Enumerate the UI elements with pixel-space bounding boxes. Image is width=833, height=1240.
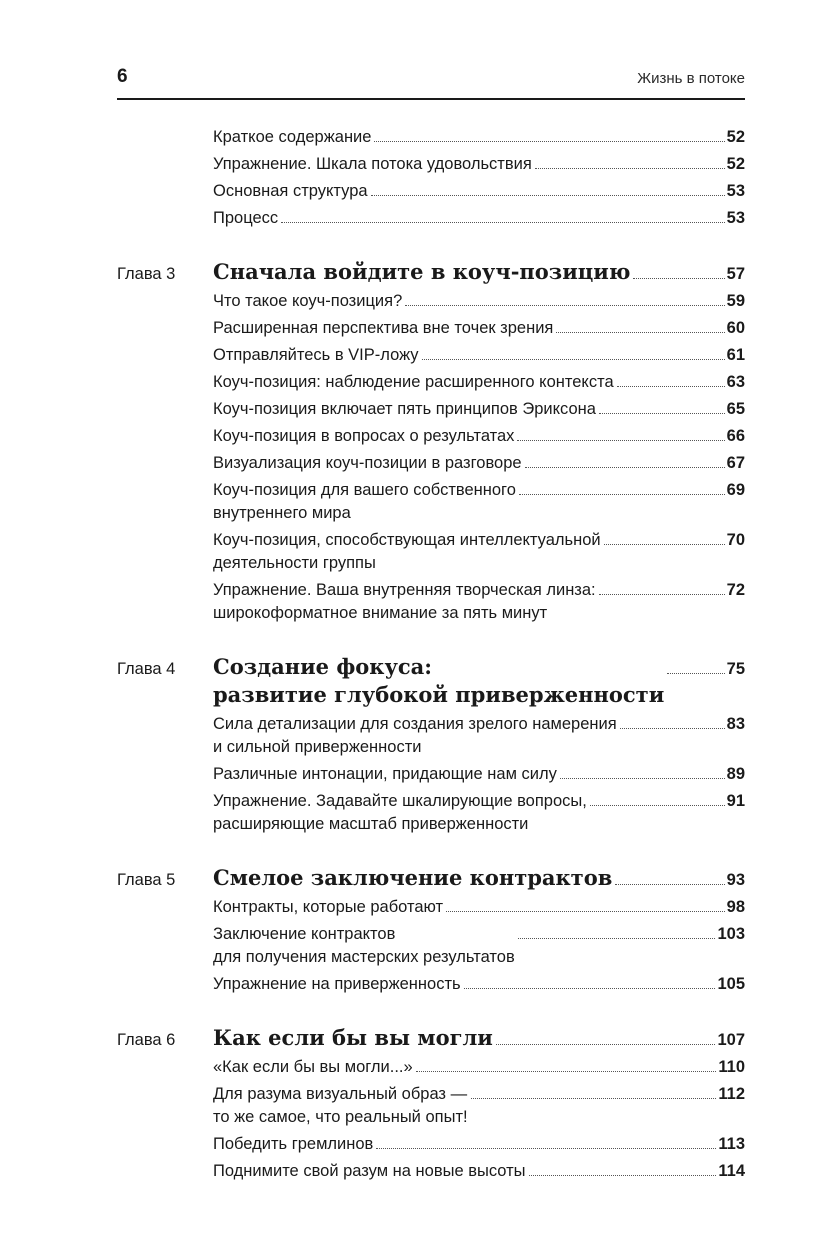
chapter-entries (117, 896, 745, 996)
toc-entry-title: Коуч-позиция включает пять принципов Эриксона (213, 400, 596, 418)
toc-entry[interactable] (213, 180, 745, 203)
toc-entry[interactable] (213, 973, 745, 996)
toc-entry-title: Победить гремлинов (213, 1135, 374, 1153)
toc-entry-title: Для разума визуальный образ — то же самое, что реальный опыт! (213, 1085, 468, 1126)
toc-entry[interactable] (213, 790, 745, 836)
dot-leader (617, 386, 725, 387)
toc-entry-page: 53 (726, 182, 745, 200)
toc-entry-title: Коуч-позиция, способствующая интеллектуальной деятельности группы (213, 531, 601, 572)
toc-entry-page: 67 (726, 454, 745, 472)
dot-leader (556, 332, 724, 333)
toc-entry[interactable] (213, 1133, 745, 1156)
toc-entry-title: «Как если бы вы могли...» (213, 1058, 413, 1076)
chapter-entries (117, 713, 745, 836)
toc-entry-page: 98 (726, 898, 745, 916)
table-of-contents (117, 124, 745, 1183)
dot-leader (416, 1071, 717, 1072)
toc-entry-title: Поднимите свой разум на новые высоты (213, 1162, 526, 1180)
chapter-page: 93 (726, 871, 745, 889)
chapter-label: Глава 4 (117, 660, 176, 678)
dot-leader (590, 805, 725, 806)
toc-entry[interactable] (213, 425, 745, 448)
chapter-entries (117, 1056, 745, 1183)
dot-leader (517, 440, 724, 441)
dot-leader (281, 222, 724, 223)
toc-entry-title: Сила детализации для создания зрелого намерения и сильной приверженности (213, 715, 617, 756)
toc-entry-page: 61 (726, 346, 745, 364)
dot-leader (376, 1148, 716, 1149)
toc-entry-page: 103 (717, 925, 745, 943)
dot-leader (422, 359, 725, 360)
toc-entry-title: Отправляйтесь в VIP-ложу (213, 346, 419, 364)
chapter-label: Глава 3 (117, 265, 176, 283)
running-title: Жизнь в потоке (637, 70, 745, 87)
toc-entry-page: 59 (726, 292, 745, 310)
toc-entry[interactable] (213, 398, 745, 421)
toc-entry-title: Упражнение. Ваша внутренняя творческая линза: широкоформатное внимание за пять минут (213, 581, 596, 622)
toc-entry[interactable] (213, 713, 745, 759)
page-number: 6 (117, 66, 128, 87)
toc-entry[interactable] (213, 344, 745, 367)
toc-entry[interactable] (213, 1160, 745, 1183)
dot-leader (535, 168, 725, 169)
toc-entry-title: Расширенная перспектива вне точек зрения (213, 319, 554, 337)
dot-leader (374, 141, 724, 142)
toc-entry-page: 69 (726, 481, 745, 499)
toc-entry-page: 65 (726, 400, 745, 418)
toc-entry[interactable] (213, 479, 745, 525)
toc-entry-title: Коуч-позиция: наблюдение расширенного контекста (213, 373, 614, 391)
dot-leader (496, 1044, 716, 1045)
dot-leader (446, 911, 725, 912)
toc-entry-page: 91 (726, 792, 745, 810)
dot-leader (519, 494, 725, 495)
toc-entry-page: 112 (718, 1085, 745, 1103)
chapter-heading[interactable] (117, 864, 745, 892)
toc-entry-title: Контракты, которые работают (213, 898, 444, 916)
toc-entry[interactable] (213, 371, 745, 394)
toc-entry[interactable] (213, 153, 745, 176)
toc-entry[interactable] (213, 452, 745, 475)
toc-entry-page: 53 (726, 209, 745, 227)
toc-entry[interactable] (213, 579, 745, 625)
dot-leader (633, 278, 724, 279)
toc-entry[interactable] (213, 126, 745, 149)
toc-entry-title: Упражнение. Задавайте шкалирующие вопросы, расширяющие масштаб приверженности (213, 792, 587, 833)
toc-entry[interactable] (213, 317, 745, 340)
chapter-label: Глава 5 (117, 871, 176, 889)
dot-leader (518, 938, 716, 939)
toc-entry-page: 114 (718, 1162, 745, 1180)
toc-entry-title: Визуализация коуч-позиции в разговоре (213, 454, 522, 472)
toc-entry-page: 52 (726, 155, 745, 173)
dot-leader (599, 413, 725, 414)
toc-entry-title: Коуч-позиция для вашего собственного внутреннего мира (213, 481, 516, 522)
chapter-label: Глава 6 (117, 1031, 176, 1049)
dot-leader (604, 544, 725, 545)
dot-leader (620, 728, 725, 729)
chapter-entries (117, 290, 745, 625)
toc-entry-page: 60 (726, 319, 745, 337)
toc-entry-page: 63 (726, 373, 745, 391)
dot-leader (471, 1098, 717, 1099)
toc-entry-title: Упражнение. Шкала потока удовольствия (213, 155, 532, 173)
toc-entry-page: 110 (718, 1058, 745, 1076)
toc-entry-page: 72 (726, 581, 745, 599)
toc-entry[interactable] (213, 290, 745, 313)
toc-entry-title: Заключение контрактов для получения мастерских результатов (213, 925, 515, 966)
dot-leader (667, 673, 724, 674)
chapter-page: 75 (726, 660, 745, 678)
toc-entry-page: 52 (726, 128, 745, 146)
toc-entry-title: Основная структура (213, 182, 368, 200)
chapter-heading[interactable] (117, 653, 745, 709)
toc-entry[interactable] (213, 207, 745, 230)
page-header (117, 64, 745, 100)
dot-leader (615, 884, 724, 885)
toc-entry-title: Краткое содержание (213, 128, 372, 146)
toc-entry-page: 70 (726, 531, 745, 549)
chapter-heading[interactable] (117, 258, 745, 286)
toc-entry-page: 83 (726, 715, 745, 733)
dot-leader (529, 1175, 717, 1176)
toc-entry-title: Что такое коуч-позиция? (213, 292, 403, 310)
toc-entry[interactable] (213, 896, 745, 919)
toc-entry-title: Упражнение на приверженность (213, 975, 461, 993)
toc-entry-page: 113 (718, 1135, 745, 1153)
dot-leader (599, 594, 725, 595)
chapter-title: Смелое заключение контрактов (213, 865, 613, 890)
chapter-title: Сначала войдите в коуч-позицию (213, 259, 631, 284)
dot-leader (525, 467, 725, 468)
chapter-page: 57 (726, 265, 745, 283)
chapter-title: Создание фокуса: развитие глубокой приверженности (213, 654, 665, 707)
dot-leader (405, 305, 724, 306)
chapter-page: 107 (717, 1031, 745, 1049)
intro-entries (117, 126, 745, 230)
toc-entry[interactable] (213, 1083, 745, 1129)
chapter-heading[interactable] (117, 1024, 745, 1052)
toc-entry[interactable] (213, 923, 745, 969)
toc-entry-page: 89 (726, 765, 745, 783)
toc-entry[interactable] (213, 763, 745, 786)
dot-leader (560, 778, 725, 779)
toc-entry-title: Различные интонации, придающие нам силу (213, 765, 557, 783)
toc-entry[interactable] (213, 529, 745, 575)
dot-leader (371, 195, 725, 196)
toc-entry-page: 66 (726, 427, 745, 445)
toc-entry-title: Коуч-позиция в вопросах о результатах (213, 427, 515, 445)
toc-entry-title: Процесс (213, 209, 279, 227)
chapter-title: Как если бы вы могли (213, 1025, 493, 1050)
toc-entry[interactable] (213, 1056, 745, 1079)
dot-leader (464, 988, 716, 989)
toc-entry-page: 105 (717, 975, 745, 993)
